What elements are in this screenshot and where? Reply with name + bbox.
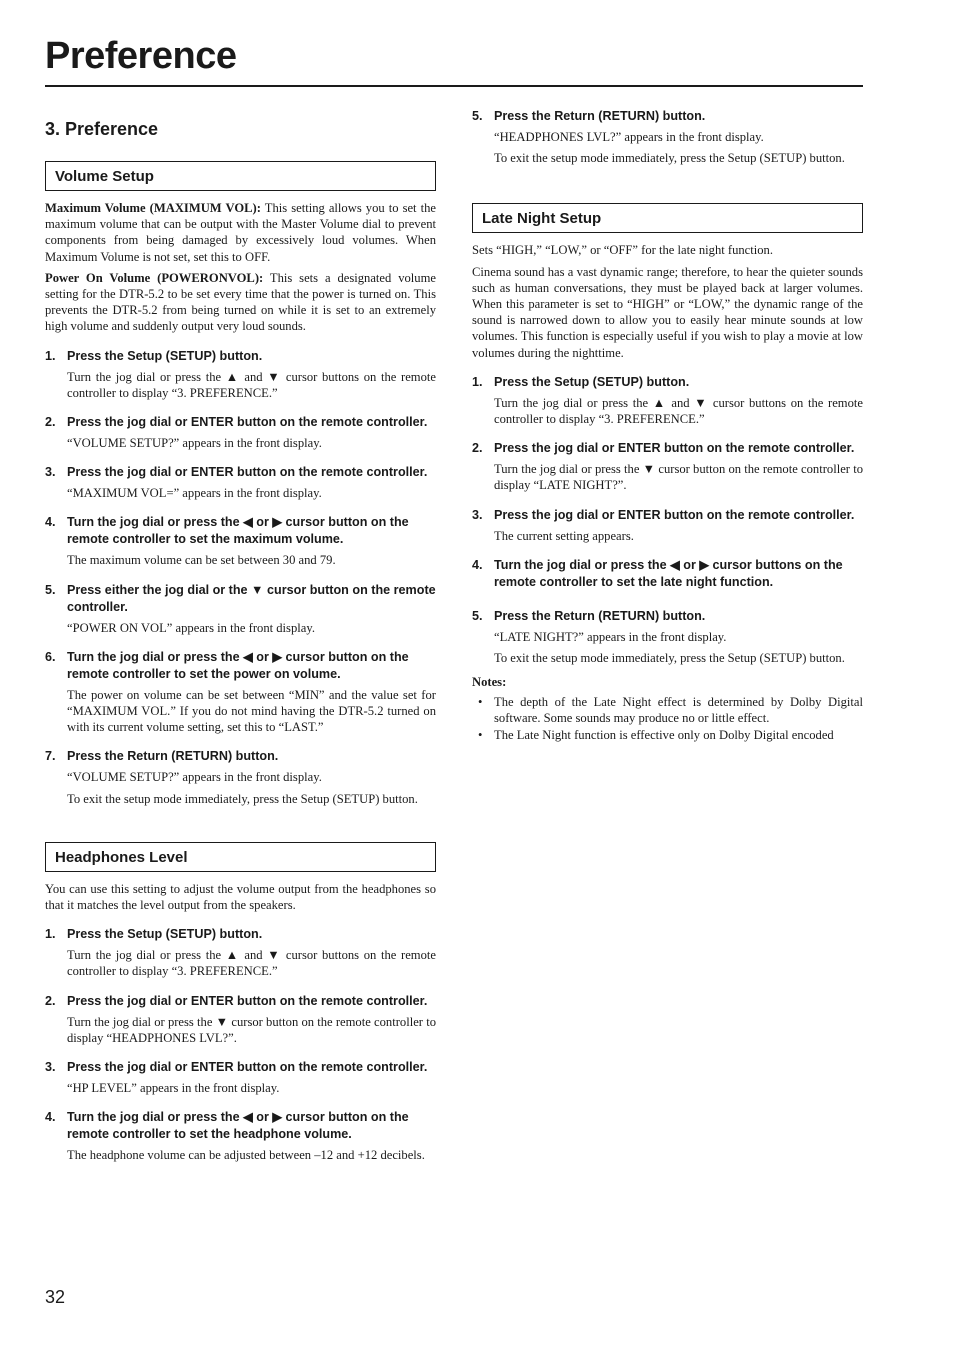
note-text: The Late Night function is effective only on Dolby Digital encoded <box>494 727 834 742</box>
step <box>472 374 863 427</box>
step-title <box>45 582 436 616</box>
notes-list <box>472 694 863 743</box>
step-body <box>67 769 436 806</box>
step-number: 4. <box>45 515 56 530</box>
step <box>45 1059 436 1096</box>
step <box>472 608 863 666</box>
step-body <box>494 528 863 544</box>
step-title <box>45 514 436 548</box>
step-body-text: “VOLUME SETUP?” appears in the front display. <box>67 436 322 451</box>
step-body-text: “HP LEVEL” appears in the front display. <box>67 1081 280 1096</box>
step-number: 1. <box>45 348 56 363</box>
note-text: The depth of the Late Night effect is determined by Dolby Digital software. Some sounds may produce no or little effect. <box>494 695 863 726</box>
step-body <box>67 1147 436 1163</box>
step <box>472 507 863 544</box>
step-title-text: Press the jog dial or ENTER button on the remote controller. <box>494 441 855 456</box>
step-body-text: The headphone volume can be adjusted between –12 and +12 decibels. <box>67 1148 425 1163</box>
step-title <box>472 374 863 391</box>
right-column <box>472 108 863 743</box>
step-body-text: Turn the jog dial or press the ▼ cursor button on the remote controller to display “LATE NIGHT?”. <box>494 462 863 493</box>
step-number: 5. <box>472 608 483 623</box>
note-item <box>472 694 863 726</box>
step-title <box>472 440 863 457</box>
step-title-text: Press the jog dial or ENTER button on the remote controller. <box>67 993 428 1008</box>
step-title <box>45 414 436 431</box>
step-title <box>472 108 863 125</box>
page-title: Preference <box>45 35 237 77</box>
step <box>45 414 436 451</box>
volume-setup-heading: Volume Setup <box>45 161 436 191</box>
step-title-text: Press the Return (RETURN) button. <box>494 109 706 123</box>
step-body-text: “POWER ON VOL” appears in the front display. <box>67 620 315 635</box>
volume-setup-steps <box>45 348 436 807</box>
step-body <box>494 461 863 493</box>
step-body <box>67 369 436 401</box>
step-title <box>45 649 436 683</box>
step <box>472 557 863 591</box>
step-body <box>67 552 436 568</box>
late-night-intro-1: Sets “HIGH,” “LOW,” or “OFF” for the late night function. <box>472 243 774 258</box>
step-number: 2. <box>472 441 483 456</box>
step-body-text: To exit the setup mode immediately, press the Setup (SETUP) button. <box>494 151 845 166</box>
step-title-text: Press the jog dial or ENTER button on the remote controller. <box>67 415 428 430</box>
section-heading: 3. Preference <box>45 119 159 139</box>
volume-setup-intro-max <box>45 200 436 265</box>
step-body-text: Turn the jog dial or press the ▲ and ▼ cursor buttons on the remote controller to display “3. PREFERENCE.” <box>67 948 436 979</box>
title-rule <box>45 85 863 87</box>
step-title-text: Press the Setup (SETUP) button. <box>67 927 263 942</box>
headphones-level-intro: You can use this setting to adjust the volume output from the headphones so that it matches the level output from the speakers. <box>45 881 436 913</box>
step-title <box>472 557 863 591</box>
step <box>45 649 436 736</box>
step-body <box>67 435 436 451</box>
step-number: 6. <box>45 649 56 664</box>
step-title-text: Press the jog dial or ENTER button on the remote controller. <box>67 1060 428 1075</box>
step <box>472 440 863 493</box>
step-body-text: “MAXIMUM VOL=” appears in the front display. <box>67 486 322 501</box>
step-number: 4. <box>472 557 483 572</box>
step-title <box>45 464 436 481</box>
late-night-intro-2: Cinema sound has a vast dynamic range; therefore, to hear the quieter sounds such as human conversations, they must be played back at larger volumes. When this parameter is set to “HIGH” or “LOW,” the dynamic range of the sound is narrowed down to allow you to easily hear minute sounds at low volumes. This function is especially useful if you wish to play a movie at low volumes during the nighttime. <box>472 264 863 360</box>
step-body-text: Turn the jog dial or press the ▲ and ▼ cursor buttons on the remote controller to display “3. PREFERENCE.” <box>67 369 436 400</box>
headphones-level-steps-right <box>472 108 863 166</box>
step <box>45 1109 436 1163</box>
step-title-text: Press the jog dial or ENTER button on the remote controller. <box>67 465 428 480</box>
step-title-text: Press the jog dial or ENTER button on the remote controller. <box>494 507 855 522</box>
left-column <box>45 118 436 1168</box>
step-title <box>45 748 436 765</box>
step-title-text: Press the Return (RETURN) button. <box>67 749 279 764</box>
step-body-text: “LATE NIGHT?” appears in the front display. <box>494 629 727 644</box>
step-number: 1. <box>45 927 56 942</box>
step-title <box>45 926 436 943</box>
step-body <box>67 687 436 736</box>
step <box>45 582 436 636</box>
step-body-text: The maximum volume can be set between 30 and 79. <box>67 553 336 568</box>
late-night-steps <box>472 374 863 666</box>
step-number: 3. <box>45 1060 56 1075</box>
step <box>472 108 863 166</box>
step-body <box>67 947 436 979</box>
step-title <box>45 993 436 1010</box>
step-number: 2. <box>45 993 56 1008</box>
step <box>45 514 436 568</box>
step-number: 2. <box>45 415 56 430</box>
step <box>45 464 436 501</box>
step-body-text: The current setting appears. <box>494 528 634 543</box>
intro-text: This setting allows you to set the maximum volume that can be output with the Master Volume dial to prevent components from being damaged by excessively loud volumes. When Maximum Volume is not set, set this to OFF. <box>45 201 436 264</box>
step-body <box>494 629 863 666</box>
step-number: 5. <box>45 582 56 597</box>
step-title-text: Press either the jog dial or the ▼ cursor button on the remote controller. <box>67 582 436 614</box>
step-body-text: To exit the setup mode immediately, press the Setup (SETUP) button. <box>67 791 418 806</box>
step-title <box>472 507 863 524</box>
step-body <box>67 1014 436 1046</box>
step-number: 3. <box>45 465 56 480</box>
bullet-icon: • <box>478 727 483 742</box>
step-body <box>494 395 863 427</box>
intro-term: Power On Volume (POWERONVOL): <box>45 270 264 285</box>
step-title-text: Turn the jog dial or press the ◀ or ▶ cursor button on the remote controller to set the power on volume. <box>67 649 409 681</box>
step <box>45 926 436 979</box>
step-title <box>45 348 436 365</box>
step-body <box>67 620 436 636</box>
step-title-text: Turn the jog dial or press the ◀ or ▶ cursor button on the remote controller to set the headphone volume. <box>67 1110 409 1142</box>
step-body-text: “VOLUME SETUP?” appears in the front display. <box>67 770 322 785</box>
step-title-text: Press the Setup (SETUP) button. <box>494 374 690 389</box>
step-number: 3. <box>472 507 483 522</box>
step-body-text: The power on volume can be set between “MIN” and the value set for “MAXIMUM VOL.” If you do not mind having the DTR-5.2 turned on with its current volume setting, set this to “LAST.” <box>67 687 436 735</box>
step-title-text: Press the Return (RETURN) button. <box>494 608 706 623</box>
step-body-text: “HEADPHONES LVL?” appears in the front display. <box>494 130 764 144</box>
step <box>45 748 436 806</box>
step <box>45 993 436 1046</box>
step-number: 7. <box>45 749 56 764</box>
step-title-text: Turn the jog dial or press the ◀ or ▶ cursor buttons on the remote controller to set the late night function. <box>494 557 843 589</box>
step-number: 5. <box>472 109 483 123</box>
step <box>45 348 436 401</box>
step-title <box>45 1109 436 1143</box>
step-body <box>67 485 436 501</box>
step-number: 4. <box>45 1110 56 1125</box>
volume-setup-intro-poweron <box>45 270 436 335</box>
step-title <box>472 608 863 625</box>
step-title <box>45 1059 436 1076</box>
late-night-heading: Late Night Setup <box>472 203 863 233</box>
headphones-level-steps-left <box>45 926 436 1163</box>
notes-label: Notes: <box>472 675 507 690</box>
step-body-text: To exit the setup mode immediately, press the Setup (SETUP) button. <box>494 651 845 666</box>
step-title-text: Press the Setup (SETUP) button. <box>67 348 263 363</box>
note-item <box>472 727 863 743</box>
step-body <box>67 1080 436 1096</box>
intro-text: This sets a designated volume setting for the DTR-5.2 to be set every time that the power is turned on. This prevents the DTR-5.2 from being turned on while it is set to an extremely high volume and suddenly output very loud sounds. <box>45 270 436 334</box>
step-body-text: Turn the jog dial or press the ▲ and ▼ cursor buttons on the remote controller to display “3. PREFERENCE.” <box>494 395 863 427</box>
intro-term: Maximum Volume (MAXIMUM VOL): <box>45 201 261 215</box>
step-body-text: Turn the jog dial or press the ▼ cursor button on the remote controller to display “HEADPHONES LVL?”. <box>67 1014 436 1045</box>
page-number: 32 <box>45 1287 66 1307</box>
step-title-text: Turn the jog dial or press the ◀ or ▶ cursor button on the remote controller to set the maximum volume. <box>67 515 409 547</box>
headphones-level-heading: Headphones Level <box>45 842 436 872</box>
step-body <box>494 129 863 166</box>
bullet-icon: • <box>478 695 483 710</box>
step-number: 1. <box>472 374 483 389</box>
